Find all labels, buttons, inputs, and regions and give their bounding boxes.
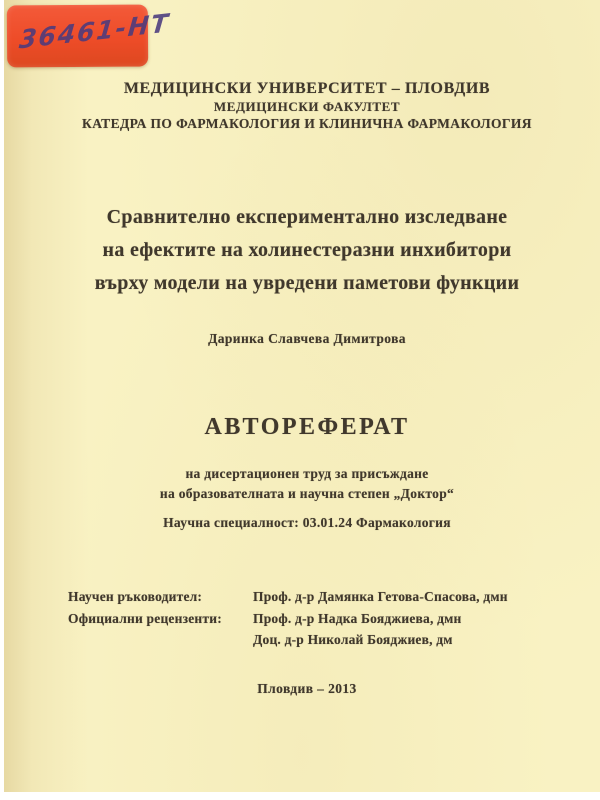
reviewer-1-name: Проф. д-р Надка Бояджиева, дмн: [253, 610, 462, 626]
author-name: Даринка Славчева Димитрова: [208, 331, 406, 346]
committee-spacer: [68, 629, 253, 651]
committee-block: [68, 586, 508, 651]
title-line-2: на ефектите на холинестеразни инхибитори: [102, 239, 512, 261]
title-line-1: Сравнително експериментално изследване: [106, 206, 508, 228]
document-subtitle: [14, 464, 600, 503]
department-name: КАТЕДРА ПО ФАРМАКОЛОГИЯ И КЛИНИЧНА ФАРМАКОЛОГИЯ: [82, 116, 532, 131]
library-catalog-number: 36461-НТ: [17, 8, 172, 55]
city-year-imprint: Пловдив – 2013: [257, 681, 357, 696]
scientific-specialty: Научна специалност: 03.01.24 Фармакология: [163, 515, 451, 530]
subtitle-line-2: на образователната и научна степен „Доктор“: [159, 485, 455, 501]
dissertation-title: [14, 201, 600, 300]
scanned-page: [4, 0, 600, 792]
reviewer-2-name: Доц. д-р Николай Бояджиев, дм: [253, 632, 453, 647]
institution-header: [14, 79, 600, 132]
university-name: МЕДИЦИНСКИ УНИВЕРСИТЕТ – ПЛОВДИВ: [123, 80, 491, 97]
supervisor-label: Научен ръководител:: [68, 589, 203, 604]
document-type-heading: АВТОРЕФЕРАТ: [204, 414, 410, 440]
title-line-3: върху модели на увредени паметови функции: [94, 272, 520, 294]
library-sticker: [7, 5, 172, 68]
supervisor-name: Проф. д-р Дамянка Гетова-Спасова, дмн: [253, 589, 508, 604]
reviewers-label: Официални рецензенти:: [68, 610, 222, 626]
subtitle-line-1: на дисертационен труд за присъждане: [185, 466, 429, 481]
faculty-name: МЕДИЦИНСКИ ФАКУЛТЕТ: [213, 99, 401, 114]
